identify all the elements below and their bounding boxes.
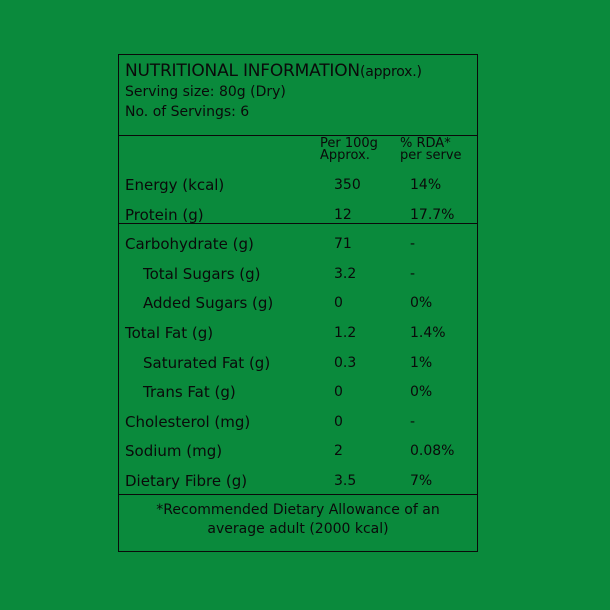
- nutrient-name: Dietary Fibre (g): [125, 471, 248, 490]
- table-row: [119, 230, 477, 260]
- per100-value: 71: [334, 236, 352, 253]
- table-row: [119, 171, 477, 201]
- table-row: [119, 201, 477, 231]
- nutrient-name: Saturated Fat (g): [143, 353, 271, 372]
- rda-header-line1: % RDA*: [400, 136, 451, 151]
- rda-value: -: [410, 236, 416, 253]
- table-row: [119, 378, 477, 408]
- rda-value: 0.08%: [410, 443, 455, 460]
- rda-value: 0%: [410, 295, 433, 312]
- per100-value: 0.3: [334, 354, 357, 371]
- footnote-line1: *Recommended Dietary Allowance of an: [156, 502, 440, 518]
- rda-header-line2: per serve: [400, 148, 462, 163]
- rda-value: -: [410, 265, 416, 282]
- serving-size: Serving size: 80g (Dry): [125, 84, 286, 100]
- nutrient-name: Carbohydrate (g): [125, 235, 254, 254]
- nutrient-name: Trans Fat (g): [143, 383, 236, 402]
- per100-value: 12: [334, 206, 352, 223]
- per100-value: 2: [334, 443, 343, 460]
- rda-value: -: [410, 413, 416, 430]
- table-header: [119, 55, 477, 136]
- table-row: [119, 319, 477, 349]
- title-text: NUTRITIONAL INFORMATION: [125, 61, 360, 81]
- per100-value: 0: [334, 384, 343, 401]
- per100-value: 3.5: [334, 472, 357, 489]
- table-row: [119, 349, 477, 379]
- nutrient-name: Sodium (mg): [125, 442, 223, 461]
- rda-value: 7%: [410, 472, 433, 489]
- nutrient-name: Cholesterol (mg): [125, 412, 251, 431]
- rda-value: 0%: [410, 384, 433, 401]
- nutrient-name: Energy (kcal): [125, 176, 225, 194]
- nutrient-rows: [119, 171, 477, 497]
- table-row: [119, 437, 477, 467]
- nutrient-name: Protein (g): [125, 205, 204, 224]
- table-row: [119, 408, 477, 438]
- per100-header-line1: Per 100g: [320, 136, 378, 151]
- rda-header: [400, 138, 462, 162]
- title-suffix: (approx.): [359, 64, 422, 80]
- rda-value: 17.7%: [410, 206, 455, 223]
- rda-value: 1.4%: [410, 324, 446, 341]
- per100-header: [320, 138, 378, 162]
- per100-value: 350: [334, 177, 361, 193]
- per100-value: 1.2: [334, 324, 357, 341]
- nutrient-name: Added Sugars (g): [143, 294, 274, 313]
- nutrient-name: Total Sugars (g): [143, 264, 261, 283]
- per100-header-line2: Approx.: [320, 148, 370, 163]
- rda-value: 14%: [410, 177, 442, 193]
- per100-value: 3.2: [334, 265, 357, 282]
- table-row: [119, 467, 477, 497]
- table-row: [119, 289, 477, 319]
- table-title: [125, 61, 471, 82]
- servings-count: No. of Servings: 6: [125, 104, 250, 120]
- nutrient-name: Total Fat (g): [125, 323, 214, 342]
- rda-value: 1%: [410, 354, 433, 371]
- nutrition-table: [118, 54, 478, 552]
- rda-footnote: [119, 494, 477, 551]
- footnote-line2: average adult (2000 kcal): [207, 521, 389, 537]
- per100-value: 0: [334, 413, 343, 430]
- table-row: [119, 260, 477, 290]
- per100-value: 0: [334, 295, 343, 312]
